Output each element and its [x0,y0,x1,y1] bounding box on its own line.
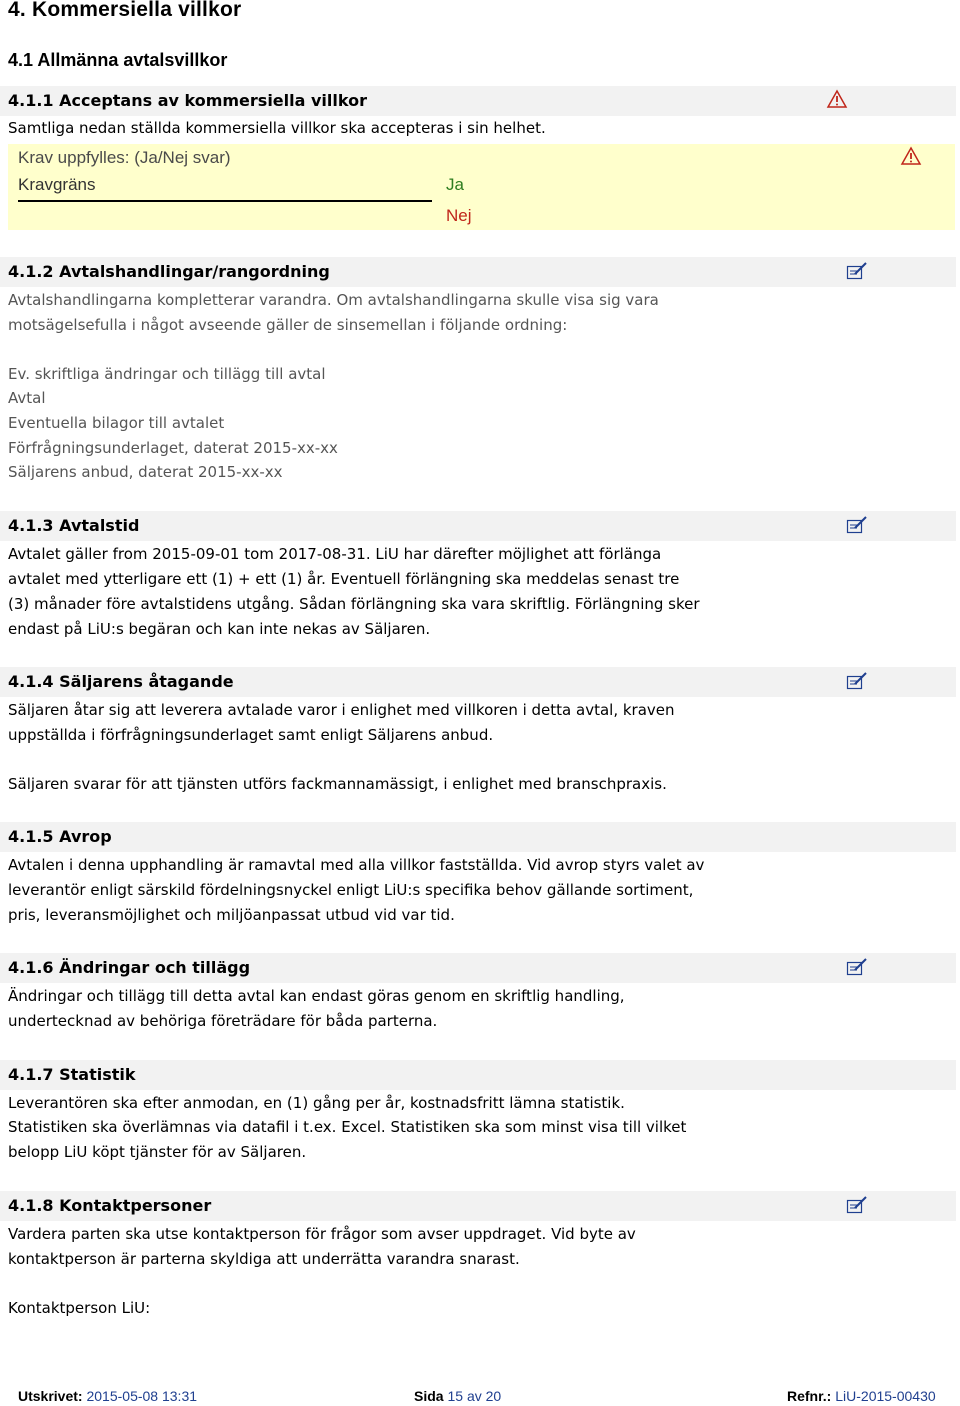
footer-ref-value: LiU-2015-00430 [835,1388,936,1404]
footer-printed-label: Utskrivet: [18,1388,83,1404]
chapter-heading: 4. Kommersiella villkor [8,0,242,21]
warning-icon [900,146,922,166]
edit-icon[interactable] [846,515,868,535]
section-line: motsägelsefulla i något avseende gäller de sinsemellan i följande ordning: [8,316,568,334]
section-line: Säljaren svarar för att tjänsten utförs fackmannamässigt, i enlighet med branschpraxis. [8,775,667,793]
section-title-416: 4.1.6 Ändringar och tillägg [8,958,251,977]
section-line: pris, leveransmöjlighet och miljöanpassat utbud vid var tid. [8,906,455,924]
requirement-limit-label: Kravgräns [18,175,96,194]
section-line: Ändringar och tillägg till detta avtal kan endast göras genom en skriftlig handling, [8,987,625,1005]
section-band-413 [0,511,956,541]
footer-page-num: 15 [447,1388,464,1404]
edit-icon[interactable] [846,1195,868,1215]
section-line: (3) månader före avtalstidens utgång. Sådan förlängning ska vara skriftlig. Förlängning sker [8,595,700,613]
section-line: kontaktperson är parterna skyldiga att underrätta varandra snarast. [8,1250,520,1268]
section-band-417 [0,1060,956,1090]
section-line: Kontaktperson LiU: [8,1299,151,1317]
section-heading: 4.1 Allmänna avtalsvillkor [8,50,228,70]
section-line: undertecknad av behöriga företrädare för båda parterna. [8,1012,438,1030]
footer-page-label: Sida [414,1388,444,1404]
list-item: Avtal [8,389,46,407]
section-line: Avtalshandlingarna kompletterar varandra. Om avtalshandlingarna skulle visa sig vara [8,291,659,309]
section-band-415 [0,822,956,852]
section-line: uppställda i förfrågningsunderlaget samt enligt Säljarens anbud. [8,726,494,744]
section-title-414: 4.1.4 Säljarens åtagande [8,672,234,691]
section-line: belopp LiU köpt tjänster för av Säljaren. [8,1143,307,1161]
list-item: Förfrågningsunderlaget, daterat 2015-xx-xx [8,439,338,457]
section-title-412: 4.1.2 Avtalshandlingar/rangordning [8,262,330,281]
section-line: Säljaren åtar sig att leverera avtalade varor i enlighet med villkoren i detta avtal, kraven [8,701,675,719]
section-line: Avtalet gäller from 2015-09-01 tom 2017-08-31. LiU har därefter möjlighet att förlänga [8,545,662,563]
section-line: endast på LiU:s begäran och kan inte nekas av Säljaren. [8,620,431,638]
edit-icon[interactable] [846,261,868,281]
requirement-divider [18,200,432,202]
footer-printed-value: 2015-05-08 13:31 [86,1388,198,1404]
section-line: Statistiken ska överlämnas via datafil i t.ex. Excel. Statistiken ska som minst visa till vilket [8,1118,687,1136]
section-line: Vardera parten ska utse kontaktperson för frågor som avser uppdraget. Vid byte av [8,1225,636,1243]
requirement-box [8,144,955,230]
section-title-413: 4.1.3 Avtalstid [8,516,140,535]
footer-ref [787,1388,936,1404]
edit-icon[interactable] [846,957,868,977]
list-item: Ev. skriftliga ändringar och tillägg till avtal [8,365,326,383]
answer-no[interactable]: Nej [446,206,472,225]
requirement-label: Krav uppfylles: (Ja/Nej svar) [18,148,231,167]
section-line: leverantör enligt särskild fördelningsnyckel enligt LiU:s specifika behov gällande sortiment, [8,881,694,899]
section-line: avtalet med ytterligare ett (1) + ett (1) år. Eventuell förlängning ska meddelas senast tre [8,570,680,588]
section-line: Avtalen i denna upphandling är ramavtal med alla villkor fastställda. Vid avrop styrs valet av [8,856,705,874]
footer-page [414,1388,501,1404]
footer-printed [18,1388,197,1404]
section-line: Leverantören ska efter anmodan, en (1) gång per år, kostnadsfritt lämna statistik. [8,1094,625,1112]
section-title-415: 4.1.5 Avrop [8,827,112,846]
footer-ref-label: Refnr.: [787,1388,832,1404]
warning-icon [826,89,848,109]
answer-yes[interactable]: Ja [446,175,464,194]
footer-page-of: av [466,1388,482,1404]
section-title-417: 4.1.7 Statistik [8,1065,136,1084]
footer-page-total: 20 [485,1388,502,1404]
list-item: Säljarens anbud, daterat 2015-xx-xx [8,463,283,481]
section-title-418: 4.1.8 Kontaktpersoner [8,1196,212,1215]
section-title-411: 4.1.1 Acceptans av kommersiella villkor [8,91,367,110]
section-body-411: Samtliga nedan ställda kommersiella villkor ska accepteras i sin helhet. [8,119,546,137]
list-item: Eventuella bilagor till avtalet [8,414,225,432]
edit-icon[interactable] [846,671,868,691]
